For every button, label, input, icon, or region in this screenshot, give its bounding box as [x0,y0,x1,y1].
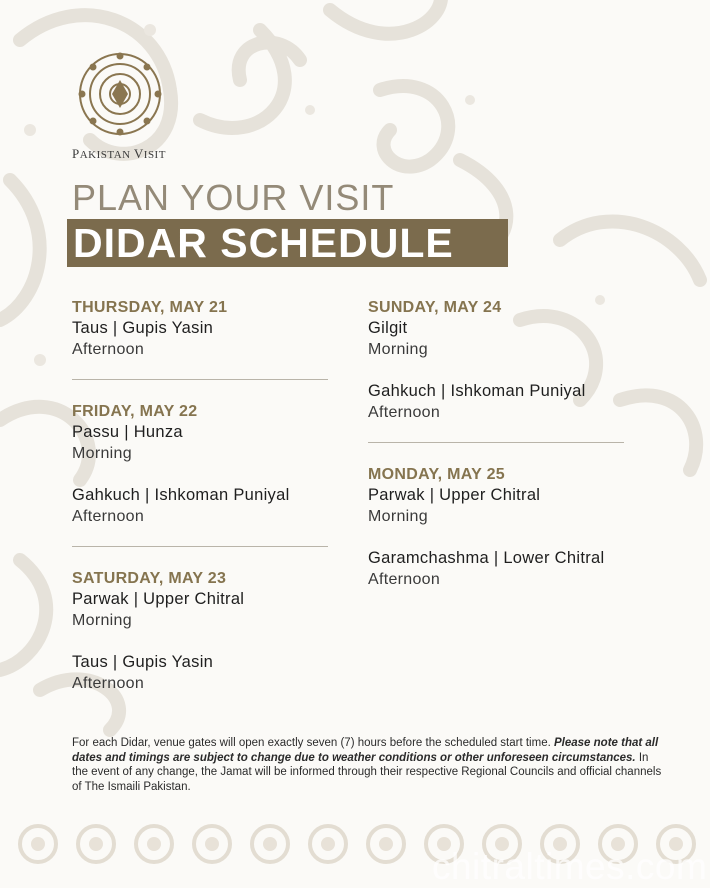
venue-entry [72,318,342,361]
venue-name: Taus | Gupis Yasin [72,319,214,337]
title-banner [67,219,508,267]
venue-entry [72,652,342,695]
venue-time: Afternoon [72,675,145,692]
plan-heading: PLAN YOUR VISIT [72,177,395,218]
venue-time: Morning [368,341,428,358]
day-block [368,298,638,424]
brand-name: PAKISTAN VISIT [72,146,166,161]
venue-time: Morning [72,612,132,629]
venue-name: Taus | Gupis Yasin [72,653,214,671]
day-block [72,298,342,361]
schedule-column-right [368,298,638,591]
day-heading: THURSDAY, MAY 21 [72,299,228,316]
venue-entry [368,548,638,591]
venue-name: Gahkuch | Ishkoman Puniyal [72,486,290,504]
venue-entry [72,589,342,632]
venue-time: Afternoon [72,508,145,525]
venue-time: Morning [368,508,428,525]
venue-time: Morning [72,445,132,462]
venue-entry [72,422,342,465]
day-heading: SUNDAY, MAY 24 [368,299,502,316]
day-block [368,465,638,591]
day-heading: MONDAY, MAY 25 [368,466,505,483]
notice-text: For each Didar, venue gates will open exactly seven (7) hours before the scheduled start time. Please note that all dates and timings are subject to change due to weather conditions or other unforeseen circumstances. In the event of any change, the Jamat will be informed through their respective Regional Councils and official channels of The Ismaili Pakistan. [72,737,662,793]
watermark: chitraltimes.com [432,846,708,887]
venue-name: Gilgit [368,319,408,337]
day-heading: FRIDAY, MAY 22 [72,403,198,420]
venue-time: Afternoon [72,341,145,358]
venue-entry [368,485,638,528]
schedule-column-left [72,298,342,695]
divider [368,442,624,443]
day-block [72,569,342,695]
day-heading: SATURDAY, MAY 23 [72,570,227,587]
venue-time: Afternoon [368,571,441,588]
divider [72,379,328,380]
venue-name: Gahkuch | Ishkoman Puniyal [368,382,586,400]
venue-name: Parwak | Upper Chitral [72,590,245,608]
venue-name: Garamchashma | Lower Chitral [368,549,605,567]
venue-name: Parwak | Upper Chitral [368,486,541,504]
venue-time: Afternoon [368,404,441,421]
divider [72,546,328,547]
rosette-icon [76,50,164,138]
pakistan-visit-logo [72,50,168,138]
venue-name: Passu | Hunza [72,423,183,441]
venue-entry [368,381,638,424]
page-title: DIDAR SCHEDULE [73,220,454,266]
venue-entry [368,318,638,361]
venue-entry [72,485,342,528]
day-block [72,402,342,528]
